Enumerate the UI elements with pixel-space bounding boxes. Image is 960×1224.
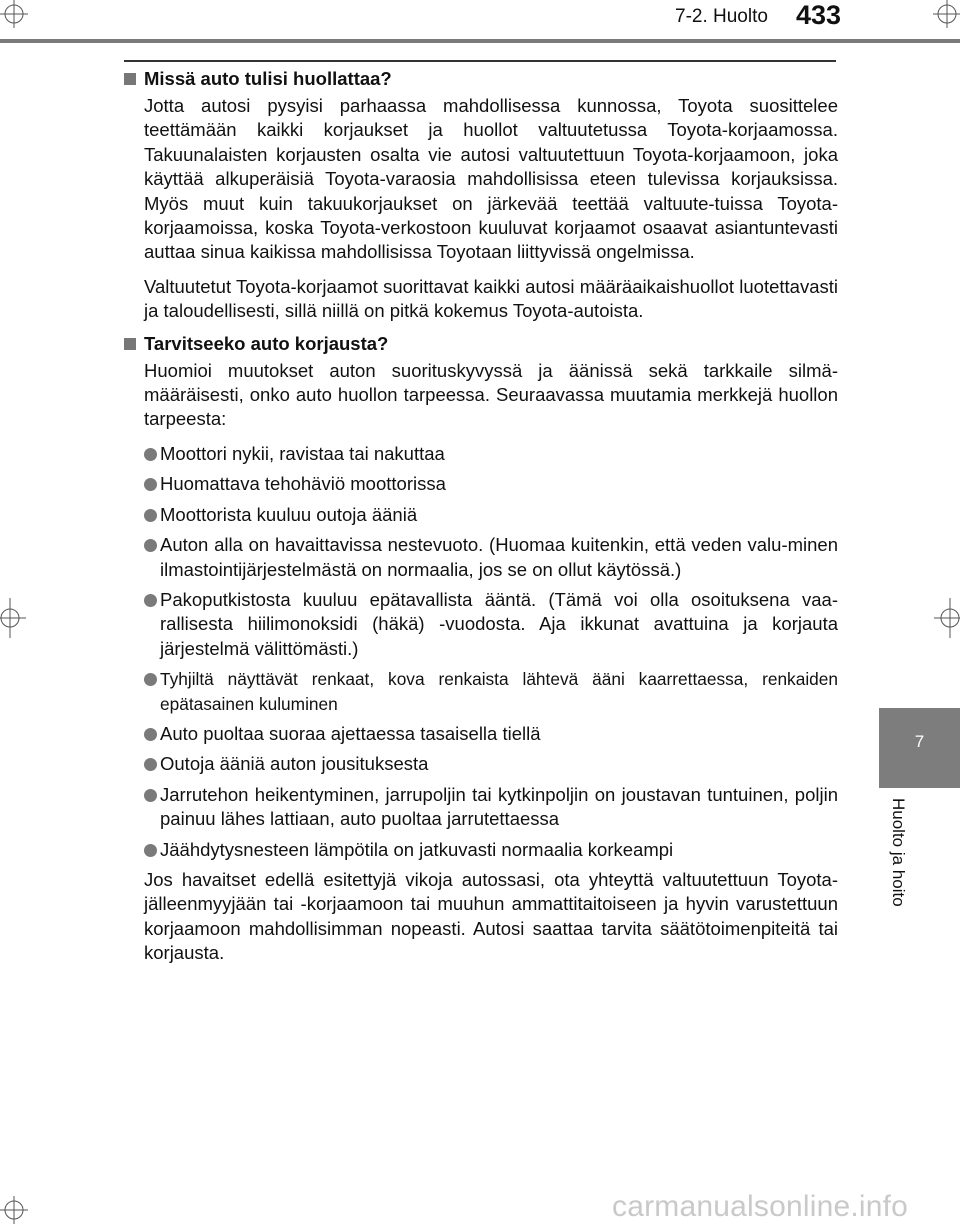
- list-item: Auto puoltaa suoraa ajettaessa tasaisella tiellä: [144, 722, 838, 746]
- circle-bullet-icon: [144, 539, 157, 552]
- chapter-tab: [879, 708, 960, 788]
- paragraph: Jos havaitset edellä esitettyjä vikoja autossasi, ota yhteyttä valtuutettuun Toyota-jälleenmyyjään tai -korjaamoon tai muuhun ammattitaitoiseen ja hyvin varustettuun korjaamoon mahdollisimman nopeasti. Autosi saattaa tarvita säätötoimenpiteitä tai korjausta.: [144, 868, 838, 964]
- circle-bullet-icon: [144, 758, 157, 771]
- circle-bullet-icon: [144, 728, 157, 741]
- paragraph: Jotta autosi pysyisi parhaassa mahdollisessa kunnossa, Toyota suosittelee teettämään kaikki korjaukset ja huollot valtuutetussa Toyota-korjaamossa. Takuunalaisten korjausten osalta vie autosi valtuutettuun Toyota-korjaamoon, joka käyttää alkuperäisiä Toyota-varaosia mahdollisissa eteen tulevissa korjauksissa. Myös muut kuin takuukorjaukset on järkevää teettää valtuute-tuissa Toyota-korjaamoissa, koska Toyota-verkostoon kuuluvat korjaamot osaavat asiantuntevasti auttaa sinua kaikissa mahdollisissa Toyotaan liittyvissä ongelmissa.: [144, 95, 838, 263]
- circle-bullet-icon: [144, 844, 157, 857]
- list-item: Pakoputkistosta kuuluu epätavallista ääntä. (Tämä voi olla osoituksena vaa-rallisesta hiilimonoksidi (häkä) -vuodosta. Aja ikkunat avattuina ja korjauta järjestelmä välittömästi.): [144, 588, 838, 661]
- list-item: Jäähdytysnesteen lämpötila on jatkuvasti normaalia korkeampi: [144, 838, 838, 862]
- circle-bullet-icon: [144, 594, 157, 607]
- circle-bullet-icon: [144, 673, 157, 686]
- crop-mark-top-left: [0, 0, 40, 40]
- section-heading: Missä auto tulisi huollattaa?: [124, 66, 838, 92]
- list-item: Jarrutehon heikentyminen, jarrupoljin tai kytkinpoljin on joustavan tuntuinen, poljin painuu lähes lattiaan, auto puoltaa jarrutettaessa: [144, 783, 838, 832]
- circle-bullet-icon: [144, 448, 157, 461]
- watermark: carmanualsonline.info: [612, 1190, 909, 1223]
- list-item: Moottorista kuuluu outoja ääniä: [144, 503, 838, 527]
- paragraph: Valtuutetut Toyota-korjaamot suorittavat kaikki autosi määräaikaishuollot luotettavasti ja taloudellisesti, sillä niillä on pitkä kokemus Toyota-autoista.: [144, 275, 838, 322]
- crop-mark-mid-left: [0, 598, 30, 638]
- header-bar: [0, 39, 960, 43]
- chapter-number: 7: [914, 732, 925, 751]
- list-item: Huomattava tehohäviö moottorissa: [144, 472, 838, 496]
- list-item: Outoja ääniä auton jousituksesta: [144, 752, 838, 776]
- chapter-title-vertical: [878, 798, 914, 928]
- circle-bullet-icon: [144, 478, 157, 491]
- list-item: Auton alla on havaittavissa nestevuoto. (Huomaa kuitenkin, että veden valu-minen ilmastointijärjestelmästä on normaalia, jos se on ollut käytössä.): [144, 533, 838, 582]
- section-heading: Tarvitseeko auto korjausta?: [124, 331, 838, 357]
- page-content: [124, 66, 838, 976]
- chapter-title: Huolto ja hoito: [889, 798, 908, 907]
- circle-bullet-icon: [144, 789, 157, 802]
- square-bullet-icon: [124, 338, 136, 350]
- running-header-section: 7-2. Huolto: [675, 6, 768, 27]
- circle-bullet-icon: [144, 509, 157, 522]
- page-number: 433: [796, 0, 842, 30]
- crop-mark-bottom-left: [0, 1190, 40, 1224]
- crop-mark-mid-right: [930, 598, 960, 638]
- paragraph: Huomioi muutokset auton suorituskyvyssä ja äänissä sekä tarkkaile silmä-määräisesti, onko auto huollon tarpeessa. Seuraavassa muutamia merkkejä huollon tarpeesta:: [144, 359, 838, 430]
- list-item: Moottori nykii, ravistaa tai nakuttaa: [144, 442, 838, 466]
- square-bullet-icon: [124, 73, 136, 85]
- crop-mark-top-right: [925, 0, 960, 40]
- section-rule: [124, 60, 836, 62]
- list-item: Tyhjiltä näyttävät renkaat, kova renkaista lähtevä ääni kaarrettaessa, renkaiden epätasainen kuluminen: [144, 667, 838, 716]
